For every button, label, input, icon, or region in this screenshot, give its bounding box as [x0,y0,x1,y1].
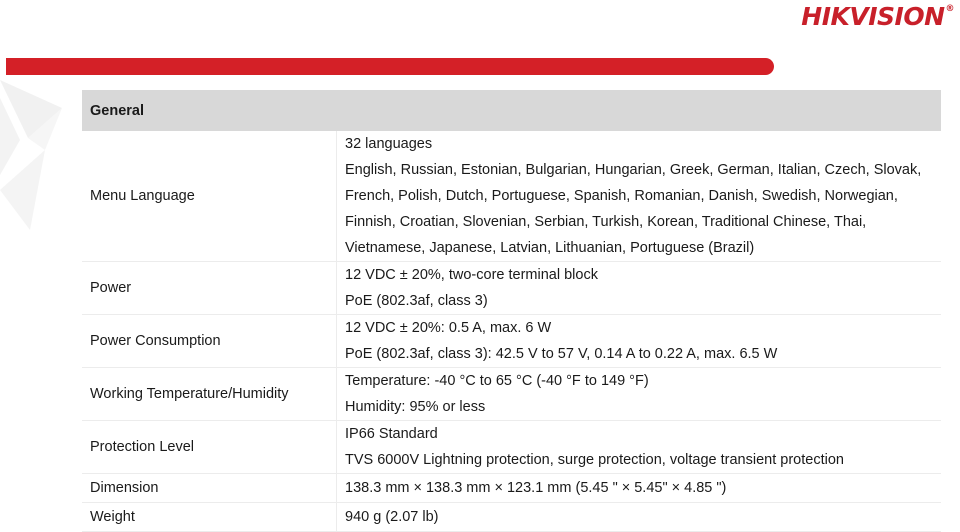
value-line: IP66 Standard [345,426,438,442]
row-label: Working Temperature/Humidity [82,368,337,421]
row-value [337,131,942,262]
value-line: TVS 6000V Lightning protection, surge protection, voltage transient protection [345,452,844,468]
value-line: French, Polish, Dutch, Portuguese, Spanish, Romanian, Danish, Swedish, Norwegian, [345,188,898,204]
row-value: 138.3 mm × 138.3 mm × 123.1 mm (5.45 " × 5.45" × 4.85 ") [337,474,942,503]
row-value [337,262,942,315]
table-row [82,262,941,315]
row-value [337,421,942,474]
registered-mark: ® [945,4,954,14]
row-label: Protection Level [82,421,337,474]
background-watermark [0,80,90,280]
section-title: General [82,90,941,131]
table-row [82,421,941,474]
row-label: Dimension [82,474,337,503]
row-value [337,368,942,421]
value-line: Temperature: -40 °C to 65 °C (-40 °F to 149 °F) [345,373,649,389]
row-label: Weight [82,503,337,532]
specifications-table [82,90,941,532]
hikvision-logo [801,2,954,31]
table-row [82,368,941,421]
row-value: 940 g (2.07 lb) [337,503,942,532]
row-value [337,315,942,368]
header-red-bar [6,58,774,75]
value-line: English, Russian, Estonian, Bulgarian, Hungarian, Greek, German, Italian, Czech, Slovak, [345,162,922,178]
value-line: PoE (802.3af, class 3): 42.5 V to 57 V, 0.14 A to 0.22 A, max. 6.5 W [345,346,778,362]
value-line: 12 VDC ± 20%, two-core terminal block [345,267,598,283]
value-line: PoE (802.3af, class 3) [345,293,488,309]
value-line: Vietnamese, Japanese, Latvian, Lithuanian, Portuguese (Brazil) [345,240,755,256]
brand-name: HIKVISION [801,2,945,31]
section-header-row [82,90,941,131]
table-row [82,315,941,368]
row-label: Power Consumption [82,315,337,368]
row-label: Menu Language [82,131,337,262]
value-line: 12 VDC ± 20%: 0.5 A, max. 6 W [345,320,552,336]
row-label: Power [82,262,337,315]
value-line: Finnish, Croatian, Slovenian, Serbian, Turkish, Korean, Traditional Chinese, Thai, [345,214,867,230]
value-line: 32 languages [345,136,433,152]
table-row [82,503,941,532]
table-row [82,474,941,503]
value-line: Humidity: 95% or less [345,399,486,415]
table-row [82,131,941,262]
